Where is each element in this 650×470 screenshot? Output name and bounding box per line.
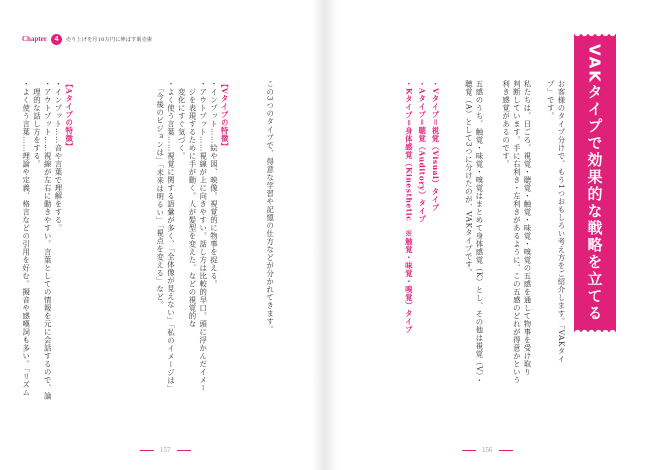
chapter-label: Chapter <box>22 35 47 43</box>
running-header <box>22 32 152 46</box>
section-title: VAKタイプで効果的な戦略を立てる <box>585 44 604 322</box>
right-para-3: 五感のうち、触覚・味覚・嗅覚はまとめて身体感覚（K）とし、その他は視覚（V）・ 聴覚（A）として3つに分けたのが、VAKタイプです。 <box>464 80 484 385</box>
v-type-heading: 【Vタイプの特徴】 <box>220 80 230 151</box>
chapter-title: 売り上げを月10万円に伸ばす販売術 <box>65 36 153 43</box>
a-type-section: 【Aタイプの特徴】 ・インプット……音や言葉で理解をする。 ・アウトプット……視線が左右に動きやすい。言葉としての情報を元に会話するので、論 理的な話し方をする。 ・よく使う言葉……理論や定義、格言などの引用を好む。擬音や感嘆詞も多い。「リズム <box>20 80 74 410</box>
a-type-heading: 【Aタイプの特徴】 <box>64 80 74 151</box>
page-number-right: 156 <box>462 446 513 454</box>
right-para-1: お客様のタイプ分けで、もう1つおもしろい考え方をご紹介します。「VAKタイ プ」です。 <box>546 80 566 364</box>
page-number-left: 157 <box>140 446 191 454</box>
v-type-section: 【Vタイプの特徴】 ・インプット……絵や図、映像。視覚的に物事を捉える。 ・アウトプット……視線が上に向きやすい。話し方は比較的早口。頭に浮かんだイメー ジを表現するために手が動く。人が髪型を変えた、などの視覚的な 変化にすぐ気づく。 ・よく使う言葉……視覚に関する語彙が多く、「全体像が見えない」「私のイメージは」 「今後のビジョンは」「未来は明るい」「視点を変える」など。 <box>154 80 229 410</box>
right-para-2: 私たちは、日ごろ、視覚・聴覚・触覚・味覚・嗅覚の五感を通して物事を受け取り 判断しています。手に右利き・左利きがあるように、この五感のどれが得意かという 利き感覚があるのです。 <box>501 80 532 384</box>
page-gutter <box>312 0 338 470</box>
left-intro: この3つのタイプで、得意な学習や記憶の仕方などが分かれてきます。 <box>265 80 275 334</box>
vak-type-list: ・Vタイプ＝視覚（Visual）タイプ ・Aタイプ＝聴覚（Auditory）タイプ ・Kタイプ＝身体感覚（Kinesthetic ※触覚・味覚・嗅覚）タイプ <box>404 80 440 334</box>
chapter-number-badge: 4 <box>51 34 62 45</box>
section-title-banner <box>574 34 616 332</box>
